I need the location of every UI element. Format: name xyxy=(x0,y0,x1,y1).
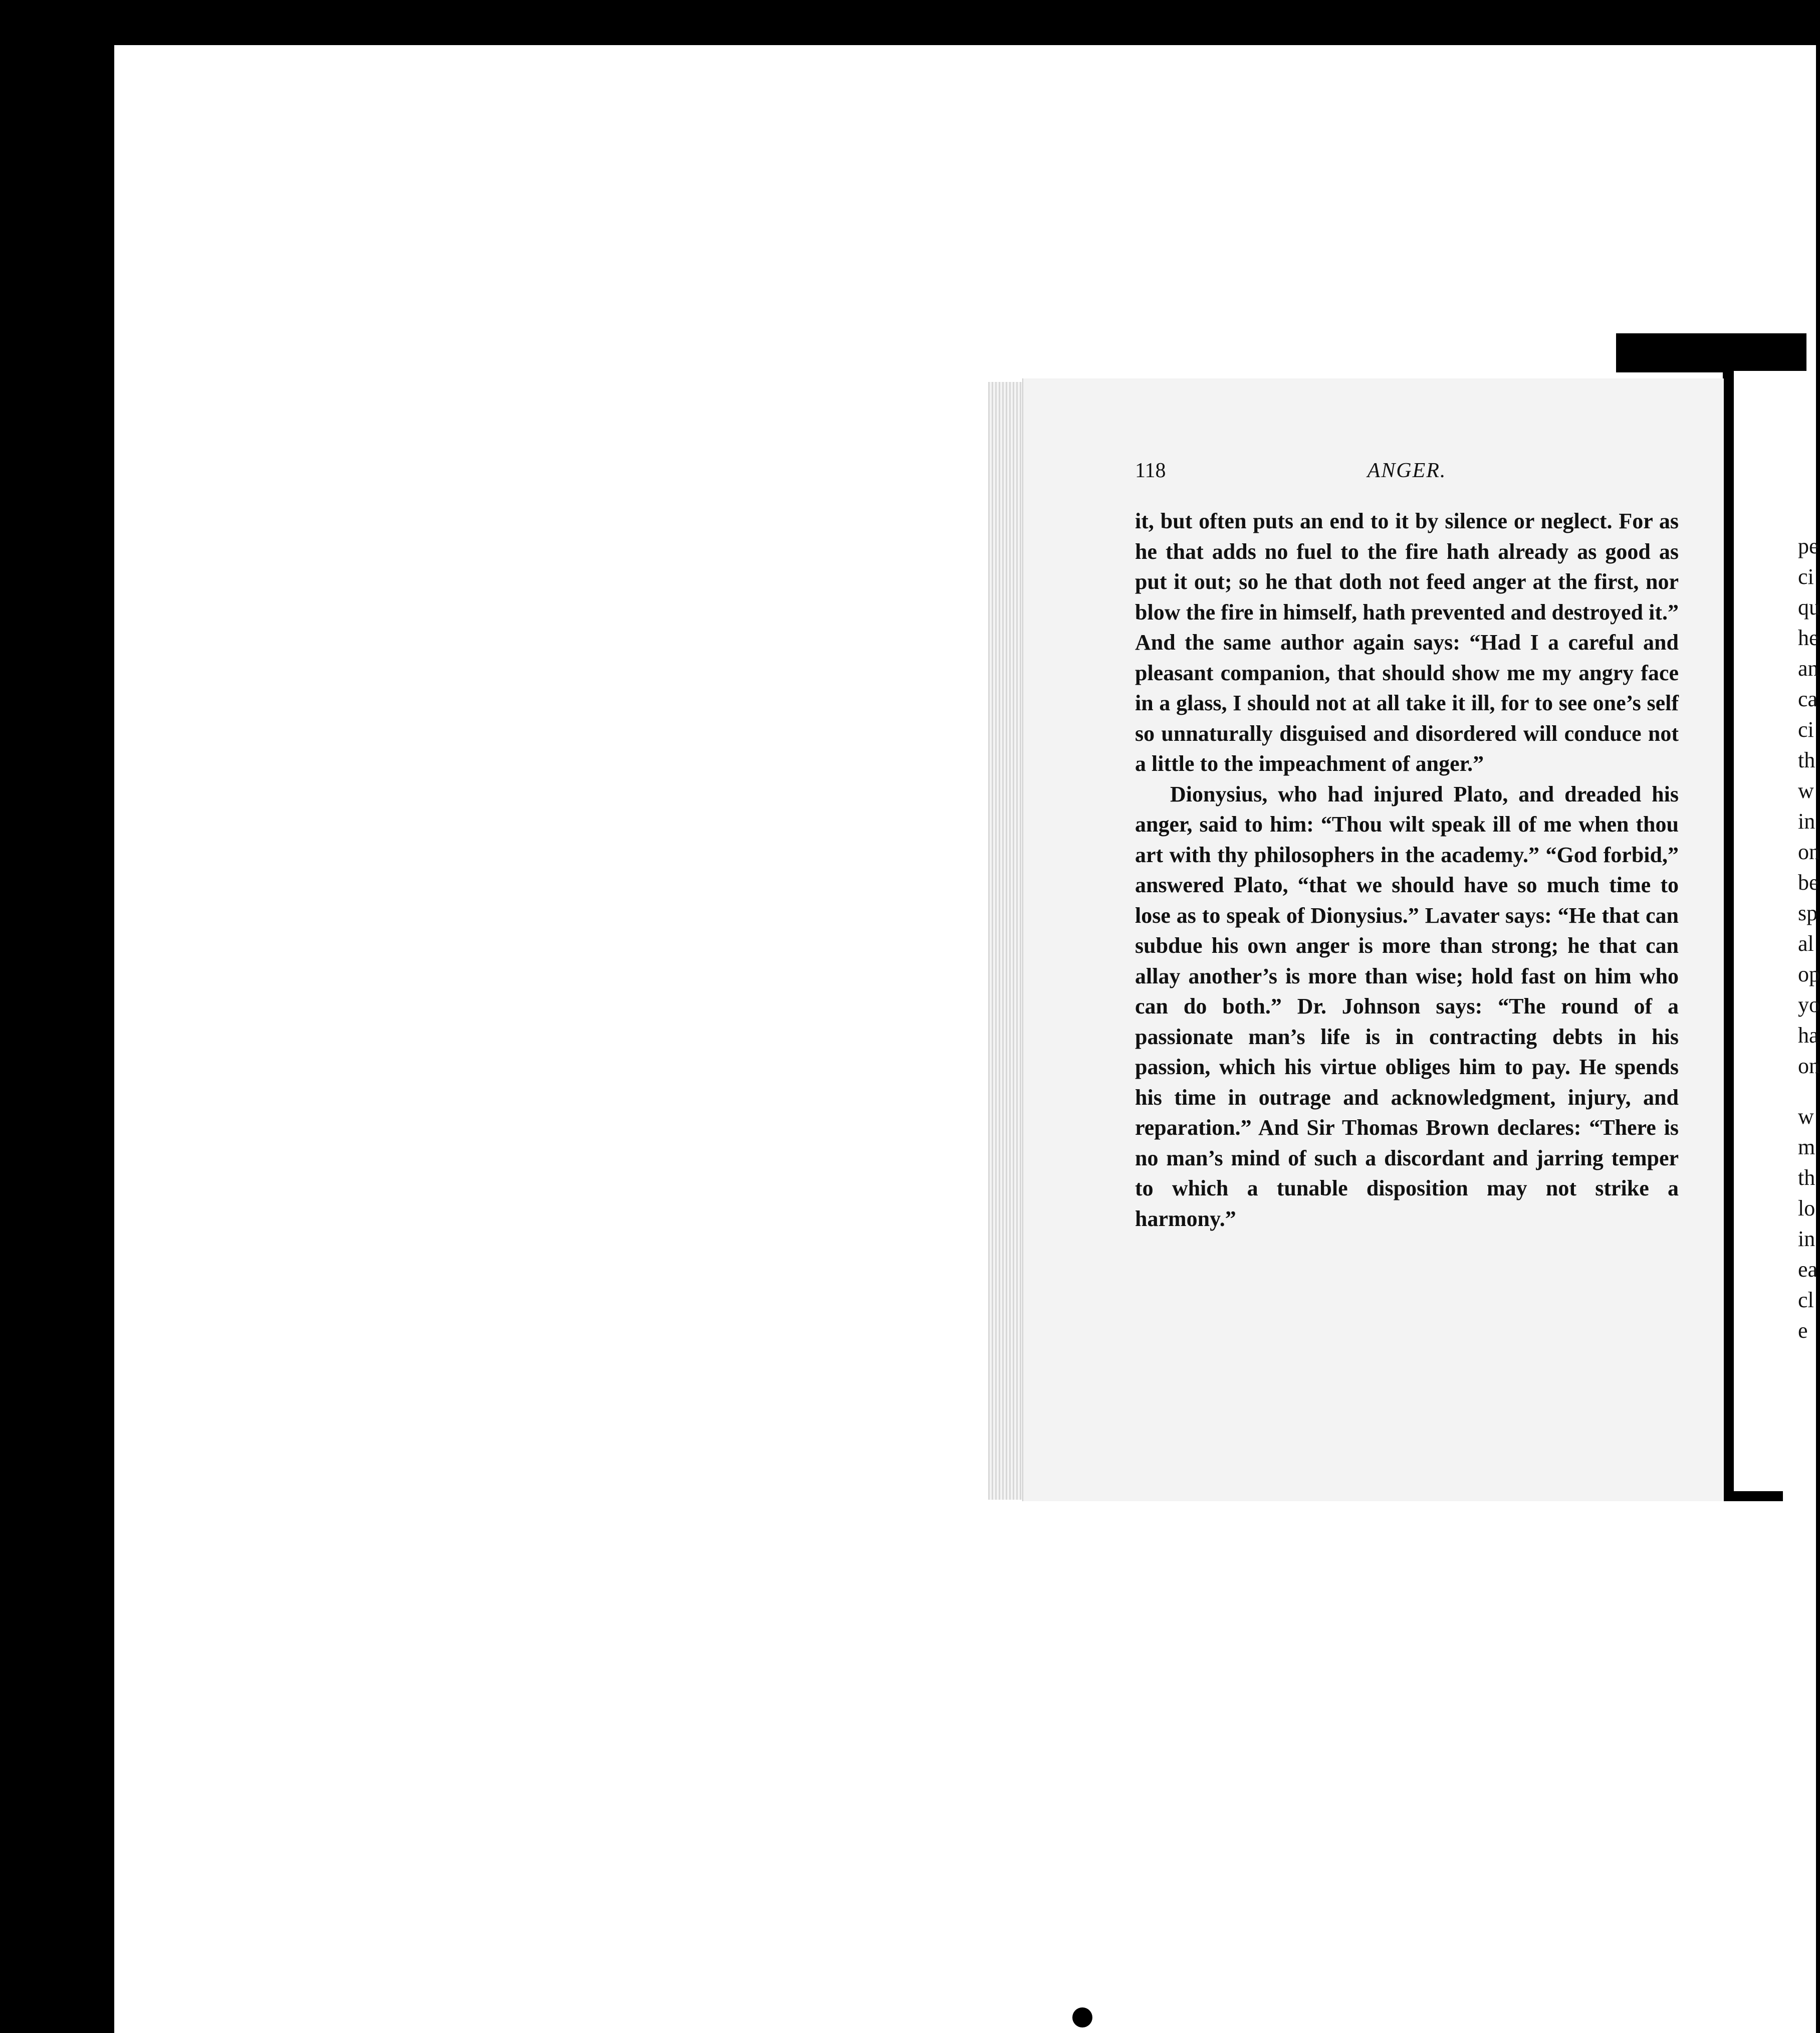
facing-page-fragment: on xyxy=(1798,840,1820,864)
paragraph: it, but often puts an end to it by silence or neglect. For as he that adds no fuel to the fire hath already as good as put it out; so he that doth not feed anger at the first, nor blow the fire in himself, hath prevented and destroyed it.” And the same author again says: “Had I a careful and pleasant companion, that should show me my angry face in a glass, I should not at all take it ill, for to see one’s self so unnaturally disguised and disordered will conduce not a little to the impeachment of anger.” xyxy=(1135,509,1679,776)
scan-speck xyxy=(5,756,14,764)
facing-page-fragment: cl xyxy=(1798,1288,1814,1312)
running-title: ANGER. xyxy=(1367,459,1447,482)
facing-page-fragment: qu xyxy=(1798,595,1820,620)
scan-speck xyxy=(9,85,22,100)
book-page xyxy=(1022,378,1724,1501)
facing-page-fragment: lo xyxy=(1798,1196,1815,1221)
facing-page-fragment: pe xyxy=(1798,534,1819,558)
facing-page-fragment: be xyxy=(1798,870,1819,895)
scan-speck xyxy=(1072,2007,1092,2027)
facing-page-fragment: ha xyxy=(1798,1023,1819,1048)
facing-page-fragment: op xyxy=(1798,962,1820,986)
facing-page-fragment: ci xyxy=(1798,717,1814,742)
facing-page-fragment: m xyxy=(1798,1135,1815,1159)
binding-foot xyxy=(1723,1491,1783,1501)
scan-bottom-strip xyxy=(114,2015,1816,2033)
facing-page-fragment: sp xyxy=(1798,901,1818,925)
body-text xyxy=(1135,506,1679,1234)
paragraph: Dionysius, who had injured Plato, and dreaded his anger, said to him: “Thou wilt speak ill of me when thou art with thy philosophers in the academy.” “God forbid,” answered Plato, “that we should have so much time to lose as to speak of Dionysius.” Lavater says: “He that can subdue his own anger is more than strong; he that can allay another’s is more than wise; hold fast on him who can do both.” Dr. Johnson says: “The round of a passionate man’s life is in contracting debts in his passion, which his virtue obliges him to pay. He spends his time in outrage and acknowledgment, injury, and reparation.” And Sir Thomas Brown declares: “There is no man’s mind of such a discordant and jarring temper to which a tunable disposition may not strike a harmony.” xyxy=(1135,781,1679,1231)
facing-page-fragment: e xyxy=(1798,1318,1808,1343)
facing-page-fragment: in xyxy=(1798,809,1815,834)
facing-page-fragment: th xyxy=(1798,1165,1815,1190)
facing-page-fragment: al xyxy=(1798,931,1814,956)
facing-page-fragment: yo xyxy=(1798,992,1820,1017)
facing-page-fragment: ca xyxy=(1798,687,1818,711)
facing-page-fragment: in xyxy=(1798,1227,1815,1251)
facing-page-fragment: ci xyxy=(1798,564,1814,589)
facing-page-fragment: w xyxy=(1798,1104,1814,1129)
facing-page-fragment: an xyxy=(1798,656,1819,681)
binding-gutter xyxy=(1723,368,1734,1499)
facing-page-fragment: on xyxy=(1798,1054,1820,1078)
binding-tab xyxy=(1616,333,1806,372)
page-header xyxy=(1135,459,1679,489)
page-number: 118 xyxy=(1135,459,1166,482)
facing-page-fragment: ea xyxy=(1798,1257,1818,1282)
facing-page-fragment: th xyxy=(1798,748,1815,772)
facing-page-fragment: w xyxy=(1798,778,1814,803)
page-edges xyxy=(988,382,1023,1500)
facing-page-fragment: he xyxy=(1798,626,1819,650)
